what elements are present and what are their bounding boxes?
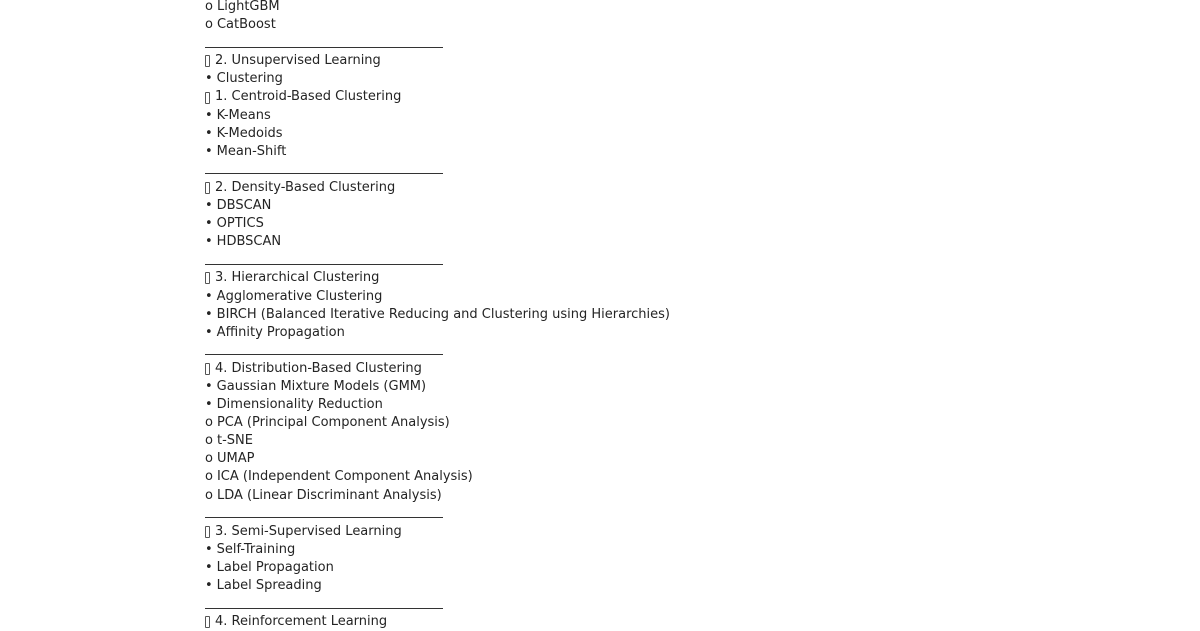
list-item: [205, 324, 670, 342]
bullet-icon: •: [205, 107, 213, 123]
list-item: [205, 233, 670, 251]
item-text: BIRCH (Balanced Iterative Reducing and Clustering using Hierarchies): [216, 306, 671, 322]
list-item: [205, 468, 670, 486]
bullet-icon: •: [205, 541, 213, 557]
bullet-icon: •: [205, 578, 213, 593]
missing-glyph-icon: [205, 363, 210, 375]
list-item: [205, 487, 670, 505]
item-text: 4. Distribution-Based Clustering: [215, 360, 422, 376]
missing-glyph-icon: [205, 92, 210, 104]
bullet-icon: •: [205, 559, 213, 575]
item-text: 1. Centroid-Based Clustering: [215, 89, 402, 105]
divider: [205, 173, 443, 174]
item-text: K-Means: [216, 107, 271, 123]
separator-line: [205, 342, 670, 360]
item-text: OPTICS: [216, 216, 264, 232]
circle-bullet-icon: o: [205, 17, 213, 33]
item-text: Affinity Propagation: [216, 324, 345, 340]
item-text: 2. Density-Based Clustering: [215, 179, 396, 195]
separator-line: [205, 251, 670, 269]
list-item: [205, 0, 670, 16]
circle-bullet-icon: o: [205, 487, 213, 503]
section-heading: [205, 523, 670, 541]
item-text: Mean-Shift: [216, 143, 287, 159]
separator-line: [205, 505, 670, 523]
separator-line: [205, 161, 670, 179]
circle-bullet-icon: o: [205, 451, 213, 467]
item-text: Clustering: [216, 71, 283, 87]
item-text: 3. Semi-Supervised Learning: [215, 523, 402, 539]
separator-line: [205, 34, 670, 52]
list-item: [205, 577, 670, 595]
missing-glyph-icon: [205, 55, 210, 67]
list-item: [205, 215, 670, 233]
list-item: [205, 16, 670, 34]
bullet-icon: •: [205, 306, 213, 322]
section-heading: [205, 613, 670, 631]
section-heading: [205, 360, 670, 378]
list-item: [205, 450, 670, 468]
list-item: [205, 541, 670, 559]
item-text: LightGBM: [216, 0, 280, 14]
item-text: DBSCAN: [216, 198, 272, 214]
item-text: UMAP: [216, 451, 255, 467]
bullet-icon: •: [205, 125, 213, 141]
item-text: Agglomerative Clustering: [216, 288, 383, 304]
missing-glyph-icon: [205, 616, 210, 628]
section-heading: [205, 88, 670, 106]
missing-glyph-icon: [205, 526, 210, 538]
bullet-icon: •: [205, 198, 213, 214]
divider: [205, 47, 443, 48]
separator-line: [205, 595, 670, 613]
section-heading: [205, 179, 670, 197]
item-text: Self-Training: [216, 541, 296, 557]
list-item: [205, 559, 670, 577]
item-text: LDA (Linear Discriminant Analysis): [216, 487, 442, 503]
item-text: ICA (Independent Component Analysis): [216, 469, 473, 485]
item-text: 3. Hierarchical Clustering: [215, 270, 380, 286]
missing-glyph-icon: [205, 182, 210, 194]
item-text: t-SNE: [216, 433, 253, 449]
list-item: [205, 414, 670, 432]
item-text: CatBoost: [216, 17, 276, 33]
list-item: [205, 378, 670, 396]
bullet-icon: •: [205, 234, 213, 250]
divider: [205, 608, 443, 609]
list-item: [205, 70, 670, 88]
list-item: [205, 432, 670, 450]
bullet-icon: •: [205, 397, 213, 413]
list-item: [205, 125, 670, 143]
circle-bullet-icon: o: [205, 415, 213, 431]
divider: [205, 264, 443, 265]
item-text: K-Medoids: [216, 125, 283, 141]
section-heading: [205, 52, 670, 70]
bullet-icon: •: [205, 378, 213, 394]
item-text: HDBSCAN: [216, 234, 282, 250]
bullet-icon: •: [205, 143, 213, 159]
list-item: [205, 396, 670, 414]
circle-bullet-icon: o: [205, 433, 213, 449]
bullet-icon: •: [205, 71, 213, 87]
list-item: [205, 288, 670, 306]
list-item: [205, 143, 670, 161]
item-text: PCA (Principal Component Analysis): [216, 415, 450, 431]
list-item: [205, 306, 670, 324]
item-text: Dimensionality Reduction: [216, 397, 383, 413]
item-text: 4. Reinforcement Learning: [215, 614, 388, 630]
item-text: Label Propagation: [216, 559, 334, 575]
item-text: Gaussian Mixture Models (GMM): [216, 378, 427, 394]
circle-bullet-icon: o: [205, 0, 213, 14]
missing-glyph-icon: [205, 272, 210, 284]
list-item: [205, 197, 670, 215]
list-item: [205, 107, 670, 125]
bullet-icon: •: [205, 288, 213, 304]
document-body: [205, 0, 670, 631]
bullet-icon: •: [205, 216, 213, 232]
item-text: Label Spreading: [216, 578, 322, 593]
bullet-icon: •: [205, 324, 213, 340]
circle-bullet-icon: o: [205, 469, 213, 485]
item-text: 2. Unsupervised Learning: [215, 53, 381, 69]
section-heading: [205, 269, 670, 287]
divider: [205, 517, 443, 518]
divider: [205, 354, 443, 355]
